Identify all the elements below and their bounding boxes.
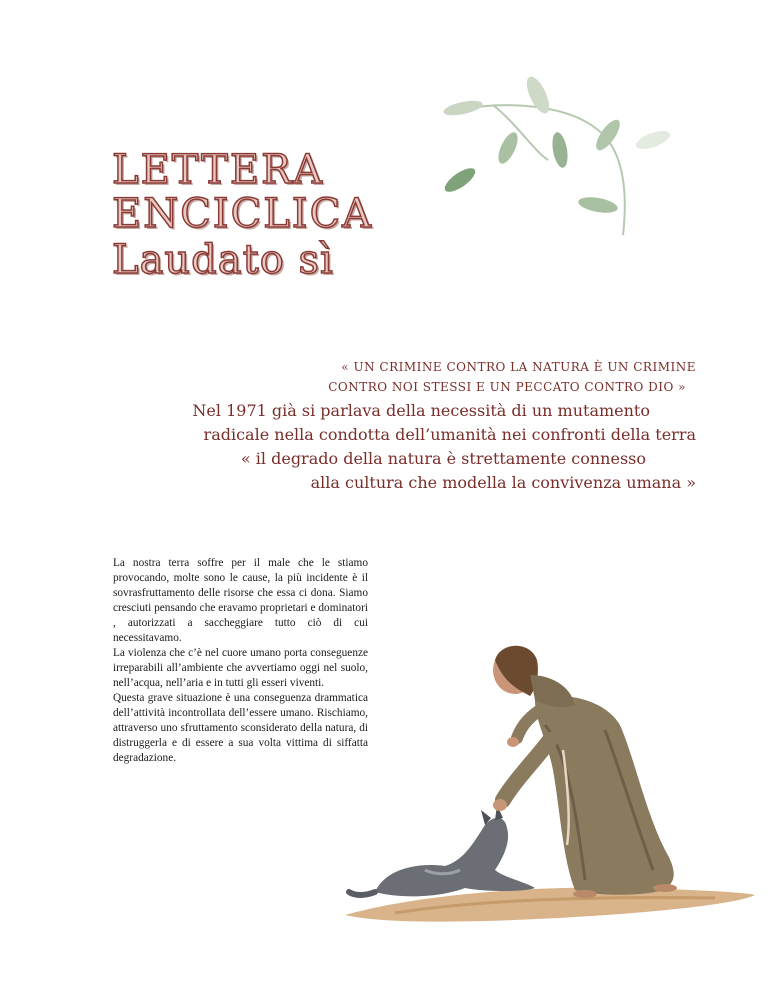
title-line-laudato-si: Laudato sì	[112, 237, 334, 283]
quote-line-1: « UN CRIMINE CONTRO LA NATURA È UN CRIMINE	[341, 360, 696, 374]
paragraph-1: La nostra terra soffre per il male che le stiamo provocando, molte sono le cause, la più incidente è il sovrasfruttamento delle risorse che essa ci dona. Siamo cresciuti pensando che eravamo proprietari e dominatori , autorizzati a saccheggiare tutto ciò di cui necessitavamo.	[113, 557, 368, 644]
quote-line-2: CONTRO NOI STESSI E UN PECCATO CONTRO DIO »	[328, 380, 686, 394]
quote-body-line-3: « il degrado della natura è strettamente connesso	[240, 449, 646, 468]
quote-body-line-1: Nel 1971 già si parlava della necessità di un mutamento	[192, 401, 650, 420]
friar-and-wolf-illustration	[335, 630, 760, 930]
paragraph-3: Questa grave situazione è una conseguenza drammatica dell’attività incontrollata dell’essere umano. Rischiamo, attraverso uno sfruttamento sconsiderato della natura, di distruggerla e di essere a sua volta vittima di siffatta degradazione.	[113, 692, 368, 764]
title-block	[112, 147, 412, 283]
title-line-enciclica: ENCICLICA	[112, 191, 374, 237]
body-text	[113, 556, 368, 766]
title-line-lettera: LETTERA	[112, 147, 325, 193]
quote-body-line-2: radicale nella condotta dell’umanità nei confronti della terra	[203, 425, 696, 444]
wolf-icon	[349, 805, 535, 896]
friar-icon	[493, 646, 677, 898]
olive-branch-icon	[438, 70, 688, 240]
quote-body-line-4: alla cultura che modella la convivenza umana »	[310, 473, 696, 492]
quote-block	[136, 357, 696, 495]
paragraph-2: La violenza che c’è nel cuore umano porta conseguenze irreparabili all’ambiente che avvertiamo oggi nel suolo, nell’acqua, nell’aria e in tutti gli esseri viventi.	[113, 647, 368, 689]
